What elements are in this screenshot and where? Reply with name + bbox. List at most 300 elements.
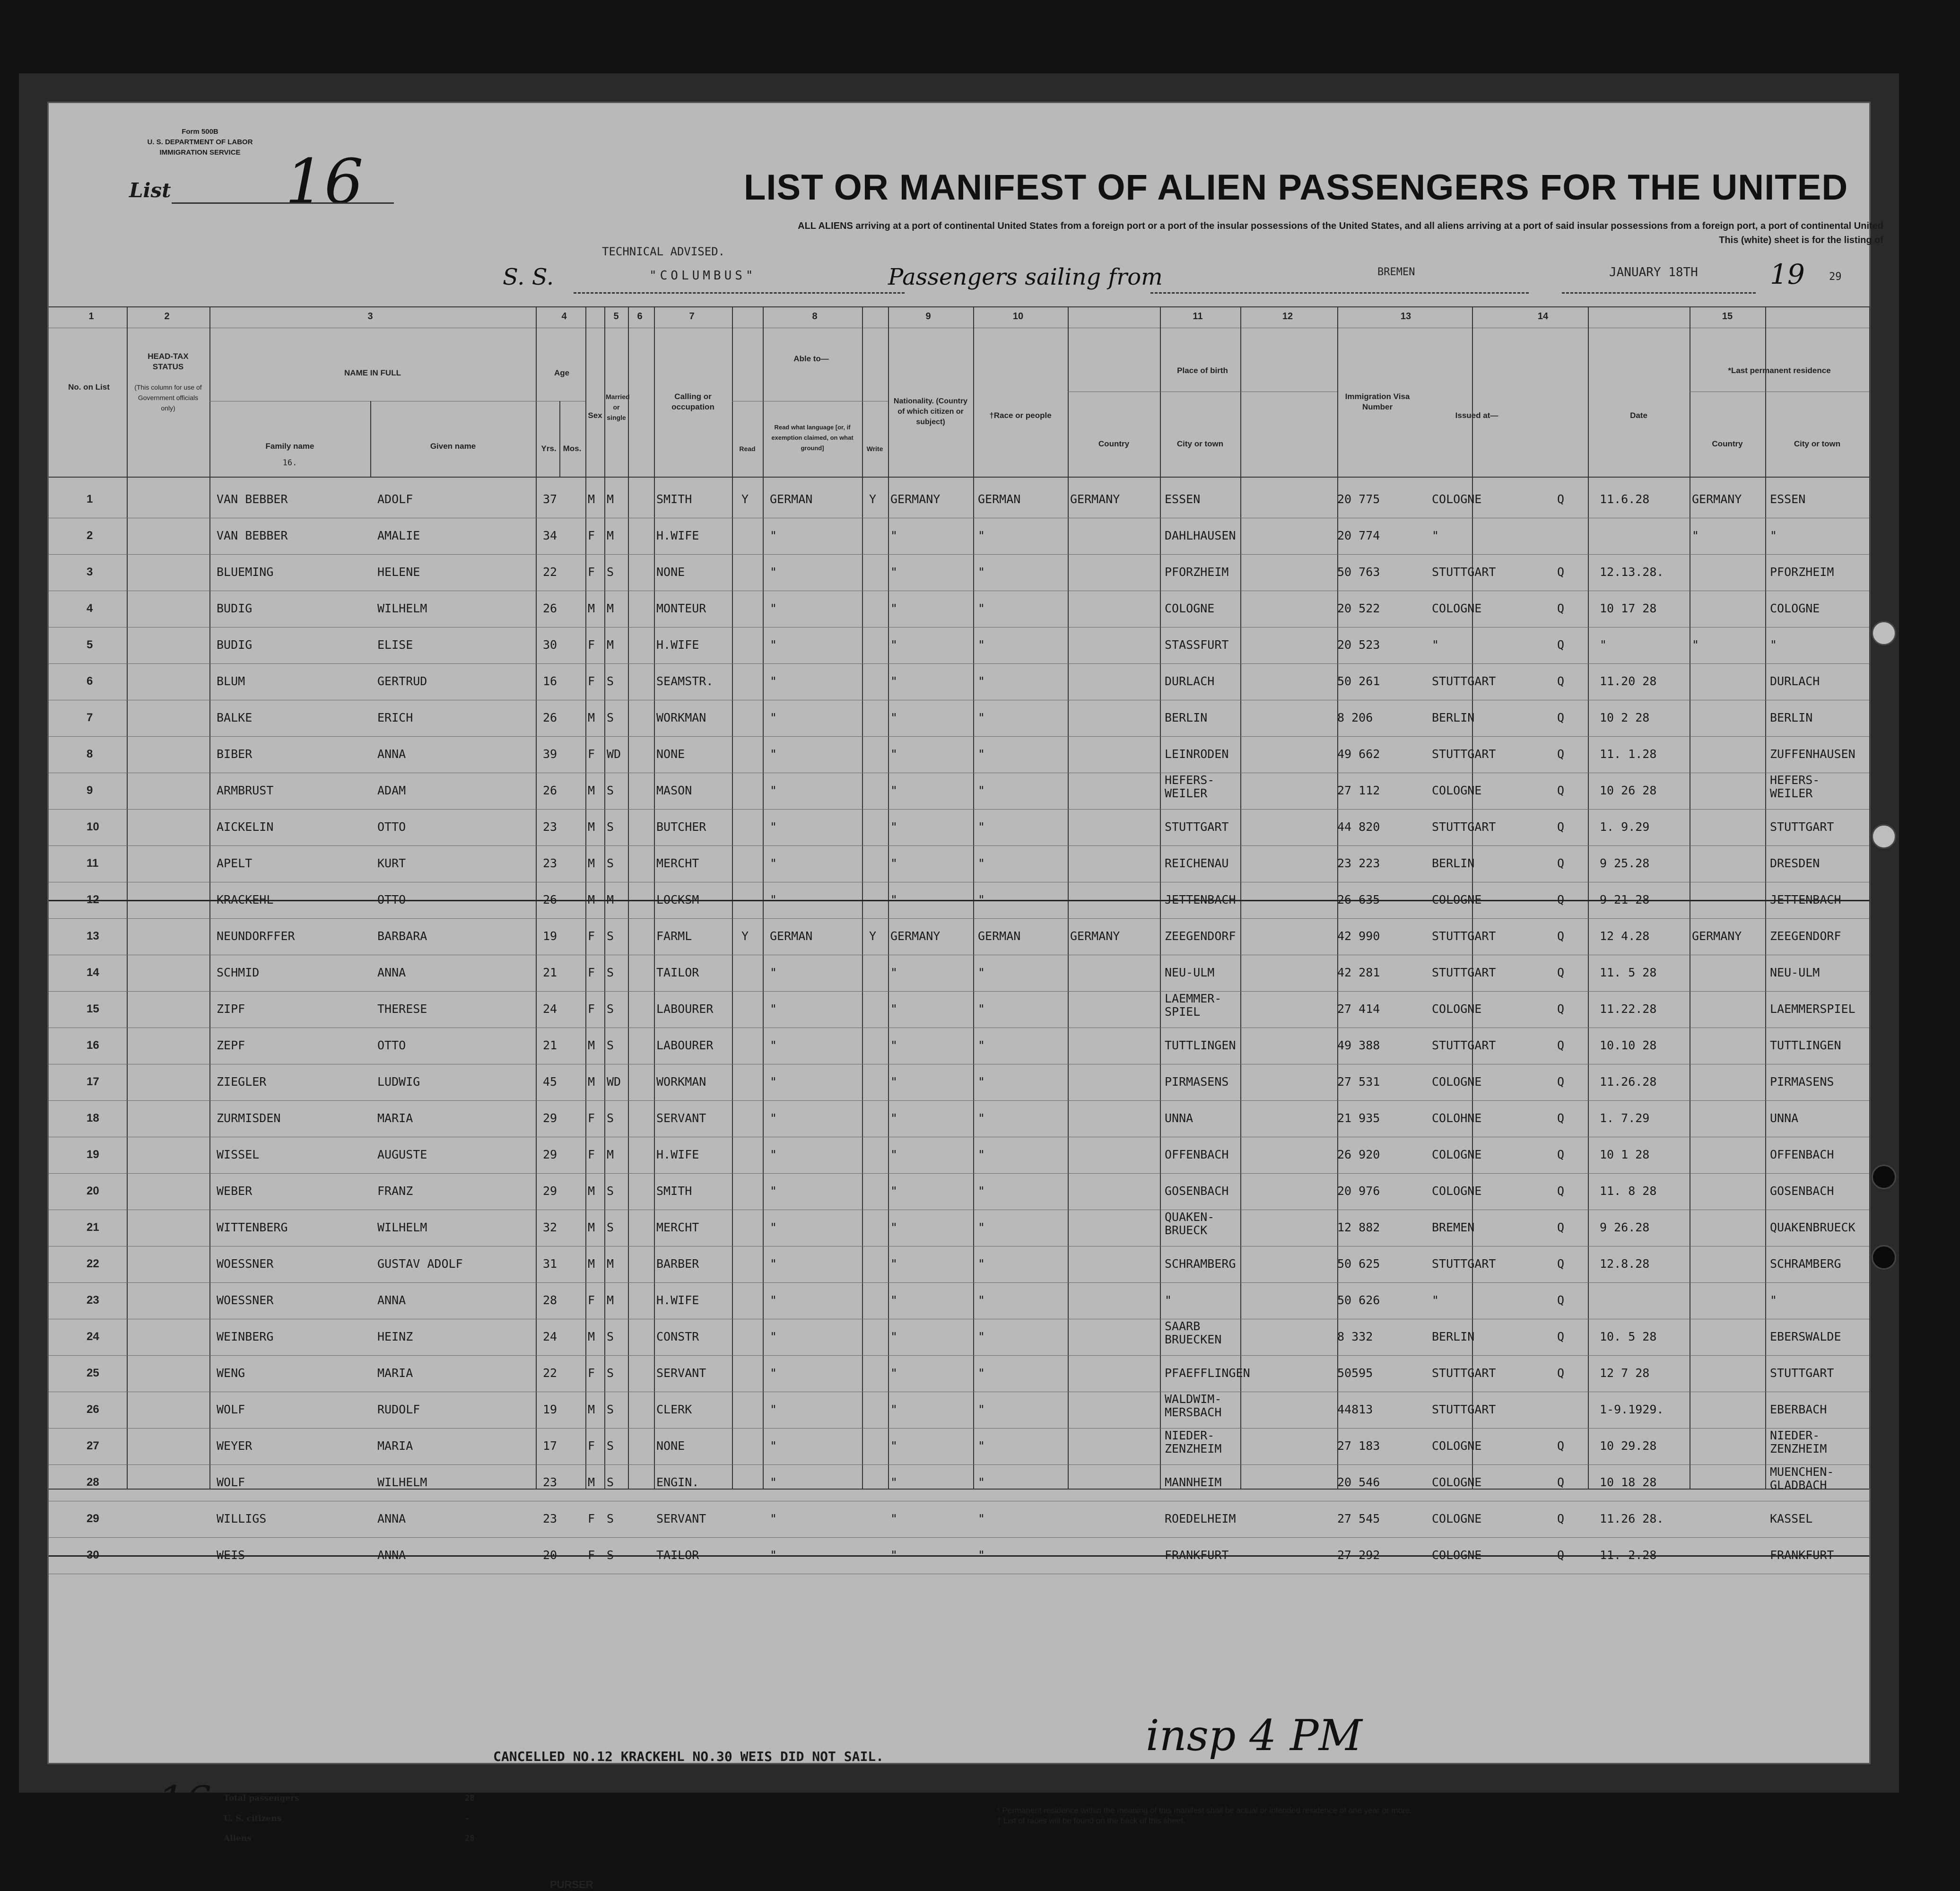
cell-occ: WORKMAN (656, 711, 706, 724)
cell-visa: 12 882 (1337, 1220, 1380, 1234)
cell-occ: MERCHT (656, 856, 699, 870)
cell-sex: F (588, 966, 595, 979)
departure-port: BREMEN (1377, 266, 1415, 278)
cell-no: 14 (87, 966, 99, 979)
cell-bcity: COLOGNE (1165, 601, 1215, 615)
cell-ms: S (607, 1475, 614, 1489)
cell-rcity: PIRMASENS (1770, 1075, 1834, 1089)
list-label: List (129, 179, 171, 202)
cell-sex: M (588, 893, 595, 906)
cell-rcity: ESSEN (1770, 492, 1806, 506)
passenger-row (49, 1137, 1869, 1173)
cell-nat: " (890, 784, 898, 797)
cell-occ: MASON (656, 784, 692, 797)
sailing-label: Passengers sailing from (888, 264, 1163, 290)
cell-no: 20 (87, 1185, 99, 1197)
cell-nat: " (890, 1220, 898, 1234)
cell-issued: COLOGNE (1432, 893, 1482, 906)
cell-given: ELISE (377, 638, 413, 652)
cell-ms: M (607, 1148, 614, 1161)
cell-no: 19 (87, 1148, 99, 1161)
cell-nat: " (890, 1366, 898, 1380)
cell-family: WILLIGS (217, 1512, 267, 1525)
cell-rcity: ZUFFENHAUSEN (1770, 747, 1855, 761)
cell-family: BALKE (217, 711, 253, 724)
cell-yrs: 30 (543, 638, 558, 652)
cell-family: AICKELIN (217, 820, 274, 834)
cell-given: KURT (377, 856, 406, 870)
cell-no: 21 (87, 1221, 99, 1234)
cell-visa: 20 774 (1337, 529, 1380, 542)
cell-occ: MERCHT (656, 1220, 699, 1234)
cell-bcity: JETTENBACH (1165, 893, 1236, 906)
cell-lang: " (770, 1184, 777, 1198)
cell-given: HEINZ (377, 1330, 413, 1343)
cell-nat: " (890, 1548, 898, 1562)
cell-issued: STUTTGART (1432, 820, 1496, 834)
cell-q: Q (1557, 747, 1565, 761)
binder-hole-4 (1872, 621, 1896, 645)
cell-date: 11. 2.28 (1600, 1548, 1657, 1562)
cell-no: 30 (87, 1549, 99, 1561)
footnotes (997, 1805, 1564, 1826)
hdr-calling: Calling or occupation (671, 392, 714, 411)
hdr-mos: Mos. (563, 444, 582, 453)
cell-bcity: PIRMASENS (1165, 1075, 1229, 1089)
cell-no: 5 (87, 638, 93, 651)
cell-lang: " (770, 565, 777, 579)
cell-race: " (978, 1439, 985, 1453)
cell-given: WILHELM (377, 1475, 427, 1489)
cell-ms: M (607, 638, 614, 652)
cell-lang: " (770, 1475, 777, 1489)
cell-sex: M (588, 1075, 595, 1089)
cell-date: 9 25.28 (1600, 856, 1650, 870)
cell-ms: S (607, 1038, 614, 1052)
cell-no: 4 (87, 602, 93, 615)
cell-given: WILHELM (377, 601, 427, 615)
cell-yrs: 34 (543, 529, 558, 542)
cell-yrs: 29 (543, 1184, 558, 1198)
passenger-row (49, 1355, 1869, 1392)
cell-no: 13 (87, 930, 99, 942)
cell-nat: " (890, 1439, 898, 1453)
cell-race: " (978, 565, 985, 579)
cell-no: 11 (87, 857, 99, 870)
cell-rcity: DURLACH (1770, 674, 1820, 688)
cell-lang: " (770, 1439, 777, 1453)
cell-date: 12 7 28 (1600, 1366, 1650, 1380)
service-name: IMMIGRATION SERVICE (159, 148, 241, 157)
col-num-11: 11 (1193, 311, 1203, 322)
cell-family: WOESSNER (217, 1293, 274, 1307)
cell-bcity: SAARB BRUECKEN (1165, 1319, 1222, 1346)
col-num-9: 9 (925, 311, 931, 322)
cell-lang: " (770, 893, 777, 906)
passenger-row (49, 736, 1869, 773)
cell-family: WOLF (217, 1475, 245, 1489)
cell-lang: " (770, 820, 777, 834)
hdr-sex: Sex (588, 411, 602, 420)
cell-q: Q (1557, 1330, 1565, 1343)
cell-ms: WD (607, 747, 621, 761)
cell-race: " (978, 1403, 985, 1416)
passenger-row (49, 1246, 1869, 1282)
passenger-row (49, 1210, 1869, 1246)
cell-occ: SMITH (656, 1184, 692, 1198)
cell-lang: " (770, 784, 777, 797)
cell-lang: " (770, 856, 777, 870)
cell-ms: S (607, 784, 614, 797)
intro-line-2: This (white) sheet is for the listing of (1719, 235, 1883, 245)
cell-ms: S (607, 1548, 614, 1562)
col-num-1: 1 (88, 311, 94, 322)
hdr-place-of-birth: Place of birth (1177, 366, 1228, 375)
cell-yrs: 29 (543, 1148, 558, 1161)
cell-date: " (1600, 638, 1607, 652)
cell-lang: " (770, 711, 777, 724)
cell-race: " (978, 1548, 985, 1562)
cell-occ: NONE (656, 565, 685, 579)
cell-nat: " (890, 1075, 898, 1089)
sailing-date: JANUARY 18TH (1609, 265, 1698, 279)
cell-nat: " (890, 820, 898, 834)
cell-sex: F (588, 1366, 595, 1380)
cell-given: ADOLF (377, 492, 413, 506)
cell-issued: " (1432, 1293, 1439, 1307)
cell-visa: 23 223 (1337, 856, 1380, 870)
hdr-res-city: City or town (1794, 439, 1841, 448)
cell-bcity: STASSFURT (1165, 638, 1229, 652)
cell-occ: SEAMSTR. (656, 674, 714, 688)
cell-sex: M (588, 1475, 595, 1489)
cell-family: ZURMISDEN (217, 1111, 281, 1125)
cell-nat: GERMANY (890, 929, 941, 943)
cell-issued: COLOGNE (1432, 601, 1482, 615)
cell-nat: " (890, 565, 898, 579)
cell-sex: M (588, 820, 595, 834)
hdr-read-language: Read what language [or, if exemption claimed, on what ground] (771, 424, 854, 452)
passenger-row (49, 1028, 1869, 1064)
cell-given: MARIA (377, 1111, 413, 1125)
cell-q: Q (1557, 1257, 1565, 1271)
cell-bcity: HEFERS- WEILER (1165, 773, 1215, 800)
cell-yrs: 29 (543, 1111, 558, 1125)
hdr-birth-city: City or town (1176, 439, 1224, 448)
cell-given: AMALIE (377, 529, 420, 542)
cell-q: Q (1557, 674, 1565, 688)
cell-visa: 8 206 (1337, 711, 1373, 724)
cell-yrs: 24 (543, 1330, 558, 1343)
cell-bcity: STUTTGART (1165, 820, 1229, 834)
cell-family: ZIEGLER (217, 1075, 267, 1089)
form-number: Form 500B (182, 128, 218, 136)
cell-family: WISSEL (217, 1148, 260, 1161)
cell-rcity: TUTTLINGEN (1770, 1038, 1841, 1052)
cell-rcity: QUAKENBRUECK (1770, 1220, 1855, 1234)
col-num-7: 7 (689, 311, 695, 322)
cell-family: BIBER (217, 747, 253, 761)
cell-bcity: FRANKFURT (1165, 1548, 1229, 1562)
cell-issued: STUTTGART (1432, 966, 1496, 979)
cell-race: " (978, 711, 985, 724)
cell-rcountry: GERMANY (1692, 492, 1742, 506)
cell-visa: 20 523 (1337, 638, 1380, 652)
cell-sex: M (588, 601, 595, 615)
cell-yrs: 21 (543, 1038, 558, 1052)
cell-race: " (978, 529, 985, 542)
cell-nat: " (890, 1111, 898, 1125)
cell-sex: M (588, 711, 595, 724)
cell-q: Q (1557, 856, 1565, 870)
hdr-head-tax: HEAD-TAX STATUS (148, 352, 189, 371)
cell-yrs: 32 (543, 1220, 558, 1234)
cell-ms: S (607, 1366, 614, 1380)
cell-sex: F (588, 747, 595, 761)
cell-sex: M (588, 1038, 595, 1052)
cell-lang: " (770, 747, 777, 761)
cell-race: " (978, 601, 985, 615)
cell-no: 7 (87, 711, 93, 724)
cell-family: WITTENBERG (217, 1220, 288, 1234)
col-num-5: 5 (613, 311, 619, 322)
cell-rcity: BERLIN (1770, 711, 1813, 724)
cell-occ: BARBER (656, 1257, 699, 1271)
cell-occ: H.WIFE (656, 1148, 699, 1161)
cell-no: 15 (87, 1002, 99, 1015)
cell-visa: 50595 (1337, 1366, 1373, 1380)
cell-race: " (978, 966, 985, 979)
cell-visa: 42 281 (1337, 966, 1380, 979)
cell-q: Q (1557, 1293, 1565, 1307)
hdr-married: Married or single (606, 393, 630, 421)
manifest-table (49, 306, 1869, 1562)
passenger-row (49, 991, 1869, 1028)
cell-issued: STUTTGART (1432, 1366, 1496, 1380)
cell-race: " (978, 1366, 985, 1380)
cell-sex: F (588, 1148, 595, 1161)
cell-ms: S (607, 966, 614, 979)
cell-visa: 21 935 (1337, 1111, 1380, 1125)
cell-date: 10. 5 28 (1600, 1330, 1657, 1343)
cell-sex: M (588, 1330, 595, 1343)
cell-q: Q (1557, 1220, 1565, 1234)
cell-date: 12.13.28. (1600, 565, 1664, 579)
cell-visa: 50 625 (1337, 1257, 1380, 1271)
cell-given: ANNA (377, 1548, 406, 1562)
cell-date: 11. 8 28 (1600, 1184, 1657, 1198)
cell-given: LUDWIG (377, 1075, 420, 1089)
cell-nat: " (890, 601, 898, 615)
cell-yrs: 26 (543, 601, 558, 615)
cell-lang: " (770, 1148, 777, 1161)
cell-date: 11.22.28 (1600, 1002, 1657, 1016)
ship-name: "COLUMBUS" (649, 269, 757, 283)
passenger-row (49, 845, 1869, 882)
cell-bcity: GOSENBACH (1165, 1184, 1229, 1198)
cell-date: 12.8.28 (1600, 1257, 1650, 1271)
cell-date: 10 29.28 (1600, 1439, 1657, 1453)
cell-ms: S (607, 1184, 614, 1198)
cell-no: 22 (87, 1257, 99, 1270)
cell-visa: 26 635 (1337, 893, 1380, 906)
cell-rcity: " (1770, 529, 1777, 542)
cell-bcity: DAHLHAUSEN (1165, 529, 1236, 542)
cell-given: ERICH (377, 711, 413, 724)
cell-ms: S (607, 711, 614, 724)
cell-date: 1. 7.29 (1600, 1111, 1650, 1125)
cell-date: 10 17 28 (1600, 601, 1657, 615)
cell-race: " (978, 747, 985, 761)
us-citizens-value: - (465, 1814, 470, 1823)
cell-rcity: DRESDEN (1770, 856, 1820, 870)
cell-lang: " (770, 1075, 777, 1089)
cell-bcity: NEU-ULM (1165, 966, 1215, 979)
cell-issued: BREMEN (1432, 1220, 1475, 1234)
cell-lang: " (770, 1548, 777, 1562)
cell-given: MARIA (377, 1366, 413, 1380)
cell-no: 24 (87, 1330, 99, 1343)
cell-visa: 44 820 (1337, 820, 1380, 834)
cell-race: " (978, 1475, 985, 1489)
cell-yrs: 37 (543, 492, 558, 506)
cell-issued: COLOGNE (1432, 1148, 1482, 1161)
cell-yrs: 19 (543, 1403, 558, 1416)
cell-visa: 27 292 (1337, 1548, 1380, 1562)
cell-issued: " (1432, 638, 1439, 652)
cell-visa: 27 545 (1337, 1512, 1380, 1525)
cell-yrs: 26 (543, 711, 558, 724)
cell-date: 11.26.28 (1600, 1075, 1657, 1089)
cell-rcity: ZEEGENDORF (1770, 929, 1841, 943)
cell-bcity: SCHRAMBERG (1165, 1257, 1236, 1271)
cell-rcity: GOSENBACH (1770, 1184, 1834, 1198)
cell-ms: M (607, 529, 614, 542)
cell-issued: STUTTGART (1432, 1038, 1496, 1052)
cell-family: VAN BEBBER (217, 529, 288, 542)
cell-family: BLUEMING (217, 565, 274, 579)
cell-sex: M (588, 492, 595, 506)
cancel-strike-line (49, 900, 1869, 901)
cell-occ: LABOURER (656, 1002, 714, 1016)
cell-write: Y (869, 492, 877, 506)
cell-given: GERTRUD (377, 674, 427, 688)
cell-yrs: 22 (543, 1366, 558, 1380)
cell-ms: S (607, 565, 614, 579)
cell-ms: S (607, 674, 614, 688)
cell-nat: GERMANY (890, 492, 941, 506)
col-num-2: 2 (164, 311, 170, 322)
cell-visa: 49 388 (1337, 1038, 1380, 1052)
cell-lang: " (770, 966, 777, 979)
cell-race: " (978, 1257, 985, 1271)
cell-sex: F (588, 1439, 595, 1453)
cell-issued: BERLIN (1432, 711, 1475, 724)
cell-given: OTTO (377, 820, 406, 834)
cell-race: " (978, 1293, 985, 1307)
us-citizens-label: U. S. citizens (224, 1814, 282, 1823)
cell-ms: M (607, 492, 614, 506)
cell-visa: 8 332 (1337, 1330, 1373, 1343)
passenger-row (49, 1464, 1869, 1501)
cell-no: 26 (87, 1403, 99, 1416)
passenger-row (49, 1501, 1869, 1537)
cell-sex: M (588, 1403, 595, 1416)
total-passengers-value: 28 (465, 1794, 475, 1803)
hdr-visa: Immigration Visa Number (1345, 392, 1410, 411)
binder-hole-1 (1872, 1165, 1896, 1189)
passenger-row (49, 591, 1869, 627)
cell-visa: 27 183 (1337, 1439, 1380, 1453)
cell-lang: " (770, 674, 777, 688)
cell-given: FRANZ (377, 1184, 413, 1198)
cell-visa: 27 531 (1337, 1075, 1380, 1089)
cell-family: APELT (217, 856, 253, 870)
page-title: LIST OR MANIFEST OF ALIEN PASSENGERS FOR THE UNITED (744, 167, 1848, 208)
cell-race: GERMAN (978, 929, 1021, 943)
cell-lang: " (770, 1512, 777, 1525)
cell-nat: " (890, 1002, 898, 1016)
hdr-age: Age (554, 368, 570, 377)
hdr-write: Write (866, 445, 883, 453)
cell-ms: M (607, 1257, 614, 1271)
aliens-value: 28 (465, 1834, 475, 1843)
cell-q: Q (1557, 1075, 1565, 1089)
cell-occ: WORKMAN (656, 1075, 706, 1089)
cell-lang: " (770, 1038, 777, 1052)
cell-issued: COLOGNE (1432, 1439, 1482, 1453)
cell-q: Q (1557, 1111, 1565, 1125)
cell-issued: COLOGNE (1432, 1512, 1482, 1525)
cell-race: " (978, 1111, 985, 1125)
cell-issued: COLOGNE (1432, 1475, 1482, 1489)
cell-nat: " (890, 1038, 898, 1052)
cell-issued: COLOGNE (1432, 492, 1482, 506)
cell-visa: 50 763 (1337, 565, 1380, 579)
cell-visa: 50 626 (1337, 1293, 1380, 1307)
cell-lang: GERMAN (770, 929, 813, 943)
cell-race: " (978, 638, 985, 652)
cell-bcountry: GERMANY (1070, 929, 1120, 943)
hdr-head-tax-note: (This column for use of Government officials only) (134, 383, 202, 412)
cell-visa: 20 775 (1337, 492, 1380, 506)
cell-q: Q (1557, 1512, 1565, 1525)
cell-sex: M (588, 784, 595, 797)
cell-lang: " (770, 601, 777, 615)
cell-lang: " (770, 1293, 777, 1307)
cell-bcity: MANNHEIM (1165, 1475, 1222, 1489)
passenger-row (49, 1173, 1869, 1210)
cell-q: Q (1557, 1184, 1565, 1198)
cell-family: WEBER (217, 1184, 253, 1198)
cell-occ: H.WIFE (656, 529, 699, 542)
cell-yrs: 22 (543, 565, 558, 579)
cell-ms: M (607, 601, 614, 615)
department-name: U. S. DEPARTMENT OF LABOR (147, 138, 253, 146)
col-num-8: 8 (812, 311, 818, 322)
cell-race: " (978, 893, 985, 906)
list-underline (172, 202, 394, 204)
cell-given: THERESE (377, 1002, 427, 1016)
cell-sex: F (588, 638, 595, 652)
cell-given: WILHELM (377, 1220, 427, 1234)
passenger-row (49, 1428, 1869, 1464)
cell-ms: S (607, 820, 614, 834)
cell-rcity: OFFENBACH (1770, 1148, 1834, 1161)
cell-date: 11.26 28. (1600, 1512, 1664, 1525)
cell-issued: STUTTGART (1432, 1403, 1496, 1416)
cell-race: " (978, 1330, 985, 1343)
